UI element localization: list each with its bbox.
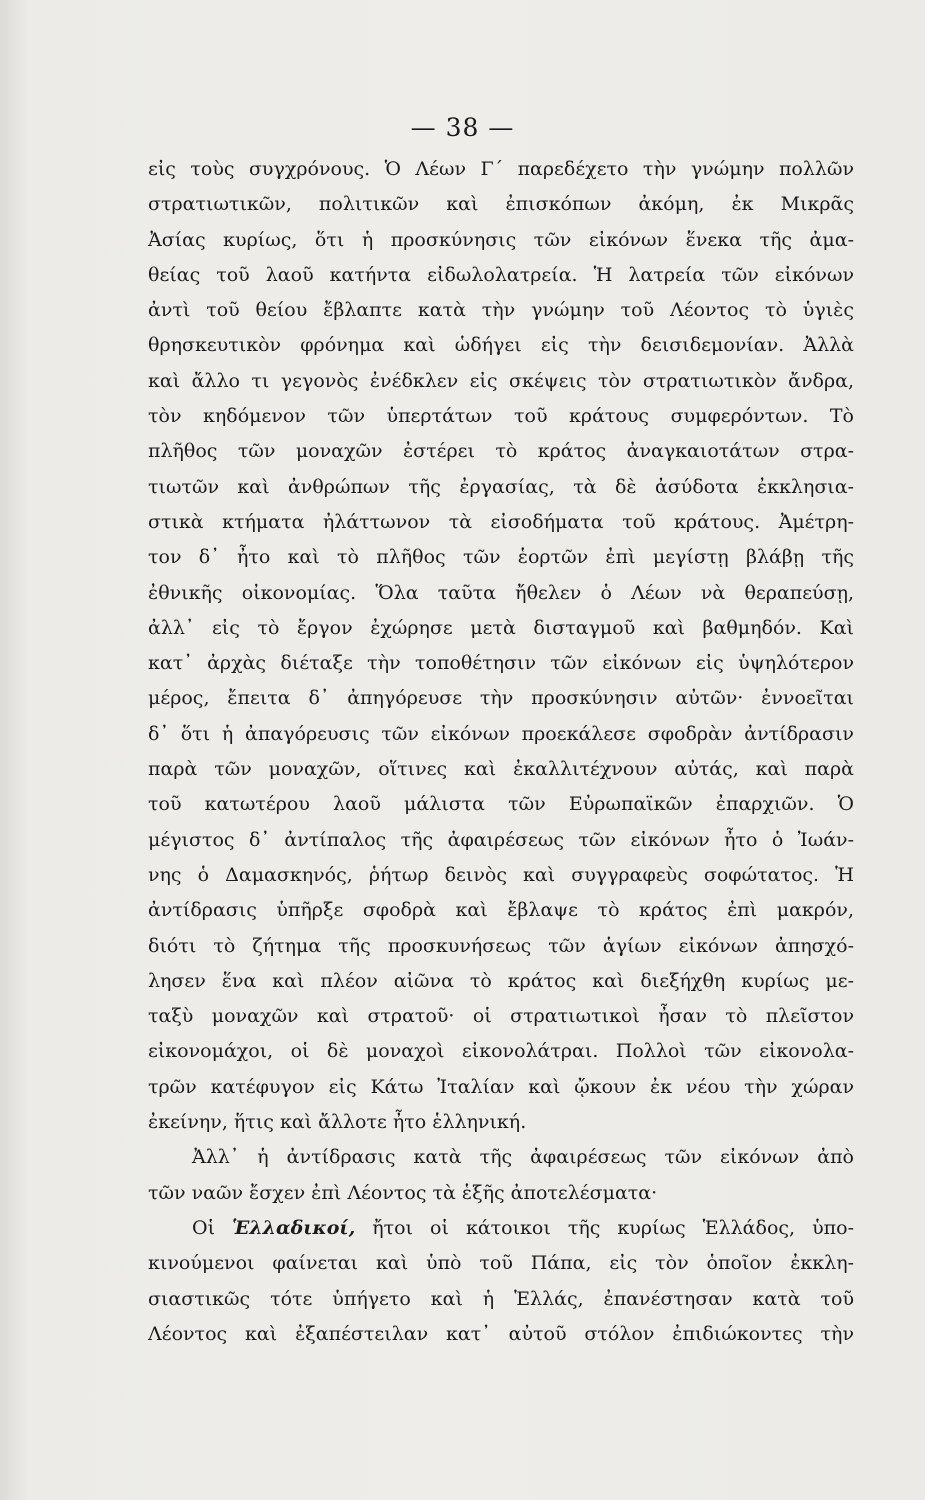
text-line: καὶ ἄλλο τι γεγονὸς ἐνέδκλεν εἰς σκέψεις τὸν στρατιωτικὸν ἄνδρα, — [148, 369, 854, 392]
text-line: διότι τὸ ζήτημα τῆς προσκυνήσεως τῶν ἁγίων εἰκόνων ἀπησχό- — [148, 934, 854, 957]
text-line: ἀντὶ τοῦ θείου ἔβλαπτε κατὰ τὴν γνώμην τοῦ Λέοντος τὸ ὑγιὲς — [148, 299, 854, 322]
text-line: τῶν ναῶν ἔσχεν ἐπὶ Λέοντος τὰ ἑξῆς ἀποτελέσματα· — [148, 1181, 658, 1204]
paragraph-1 — [148, 152, 854, 1140]
text-line: σιαστικῶς τότε ὑπήγετο καὶ ἡ Ἑλλάς, ἐπανέστησαν κατὰ τοῦ — [148, 1287, 854, 1310]
text-line: τιωτῶν καὶ ἀνθρώπων τῆς ἐργασίας, τὰ δὲ ἀσύδοτα ἐκκλησια- — [148, 475, 854, 498]
paragraph-3 — [148, 1211, 854, 1352]
text-run: Οἱ — [192, 1216, 233, 1239]
text-line: ἀλλ᾿ εἰς τὸ ἔργον ἐχώρησε μετὰ δισταγμοῦ καὶ βαθμηδόν. Καὶ — [148, 616, 854, 639]
text-line: θείας τοῦ λαοῦ κατήντα εἰδωλολατρεία. Ἡ λατρεία τῶν εἰκόνων — [148, 263, 854, 286]
text-line: στικὰ κτήματα ἠλάττωνον τὰ εἰσοδήματα τοῦ κράτους. Ἀμέτρη- — [148, 510, 854, 533]
paragraph-2 — [148, 1140, 854, 1211]
text-line: τρῶν κατέφυγον εἰς Κάτω Ἰταλίαν καὶ ᾤκουν ἐκ νέου τὴν χώραν — [148, 1075, 854, 1098]
text-line: εἰκονομάχοι, οἱ δὲ μοναχοὶ εἰκονολάτραι. Πολλοὶ τῶν εἰκονολα- — [148, 1040, 854, 1063]
text-line: εἰς τοὺς συγχρόνους. Ὁ Λέων Γ´ παρεδέχετο τὴν γνώμην πολλῶν — [148, 158, 854, 180]
text-line: κινούμενοι φαίνεται καὶ ὑπὸ τοῦ Πάπα, εἰς τὸν ὁποῖον ἐκκλη- — [148, 1252, 854, 1275]
text-line: κατ᾿ ἀρχὰς διέταξε τὴν τοποθέτησιν τῶν εἰκόνων εἰς ὑψηλότερον — [148, 652, 854, 675]
text-line: ταξὺ μοναχῶν καὶ στρατοῦ· οἱ στρατιωτικοὶ ἦσαν τὸ πλεῖστον — [148, 1005, 854, 1028]
text-line: στρατιωτικῶν, πολιτικῶν καὶ ἐπισκόπων ἀκόμη, ἐκ Μικρᾶς — [148, 193, 854, 216]
text-line: Λέοντος καὶ ἐξαπέστειλαν κατ᾿ αὐτοῦ στόλον ἐπιδιώκοντες τὴν — [148, 1322, 854, 1345]
text-line: τὸν κηδόμενον τῶν ὑπερτάτων τοῦ κράτους συμφερόντων. Τὸ — [148, 405, 854, 428]
text-line: Ἀλλ᾿ ἡ ἀντίδρασις κατὰ τῆς ἀφαιρέσεως τῶν εἰκόνων ἀπὸ — [192, 1146, 854, 1169]
text-line: Ἀσίας κυρίως, ὅτι ἡ προσκύνησις τῶν εἰκόνων ἕνεκα τῆς ἀμα- — [148, 228, 854, 251]
page-number: — 38 — — [410, 113, 515, 142]
text-line: μέγιστος δ᾿ ἀντίπαλος τῆς ἀφαιρέσεως τῶν εἰκόνων ἦτο ὁ Ἰωάν- — [148, 828, 854, 851]
text-line: νης ὁ Δαμασκηνός, ῥήτωρ δεινὸς καὶ συγγραφεὺς σοφώτατος. Ἡ — [148, 863, 854, 886]
text-line: ἀντίδρασις ὑπῆρξε σφοδρὰ καὶ ἔβλαψε τὸ κράτος ἐπὶ μακρόν, — [148, 899, 854, 922]
text-line: μέρος, ἔπειτα δ᾿ ἀπηγόρευσε τὴν προσκύνησιν αὐτῶν· ἐννοεῖται — [148, 687, 854, 710]
body-text — [148, 152, 854, 1352]
text-line: πλῆθος τῶν μοναχῶν ἐστέρει τὸ κράτος ἀναγκαιοτάτων στρα- — [148, 440, 854, 463]
text-line: τοῦ κατωτέρου λαοῦ μάλιστα τῶν Εὐρωπαϊκῶν ἐπαρχιῶν. Ὁ — [148, 793, 854, 816]
text-line: τον δ᾿ ἦτο καὶ τὸ πλῆθος τῶν ἑορτῶν ἐπὶ μεγίστῃ βλάβῃ τῆς — [148, 546, 854, 569]
text-line: παρὰ τῶν μοναχῶν, οἵτινες καὶ ἐκαλλιτέχνουν αὐτάς, καὶ παρὰ — [148, 758, 854, 781]
text-line: δ᾿ ὅτι ἡ ἀπαγόρευσις τῶν εἰκόνων προεκάλεσε σφοδρὰν ἀντίδρασιν — [148, 722, 854, 745]
text-line: λησεν ἕνα καὶ πλέον αἰῶνα τὸ κράτος καὶ διεξήχθη κυρίως με- — [148, 969, 854, 992]
text-line: θρησκευτικὸν φρόνημα καὶ ὡδήγει εἰς τὴν δεισιδεμονίαν. Ἀλλὰ — [148, 334, 854, 357]
text-line: ἐκείνην, ἥτις καὶ ἄλλοτε ἦτο ἑλληνική. — [148, 1111, 527, 1134]
emphasized-term: Ἑλλαδικοί, — [232, 1216, 356, 1239]
text-line: ἐθνικῆς οἰκονομίας. Ὅλα ταῦτα ἤθελεν ὁ Λέων νὰ θεραπεύσῃ, — [148, 581, 854, 604]
text-line — [148, 1211, 854, 1246]
text-run: ἤτοι οἱ κάτοικοι τῆς κυρίως Ἑλλάδος, ὑπο- — [355, 1216, 854, 1239]
